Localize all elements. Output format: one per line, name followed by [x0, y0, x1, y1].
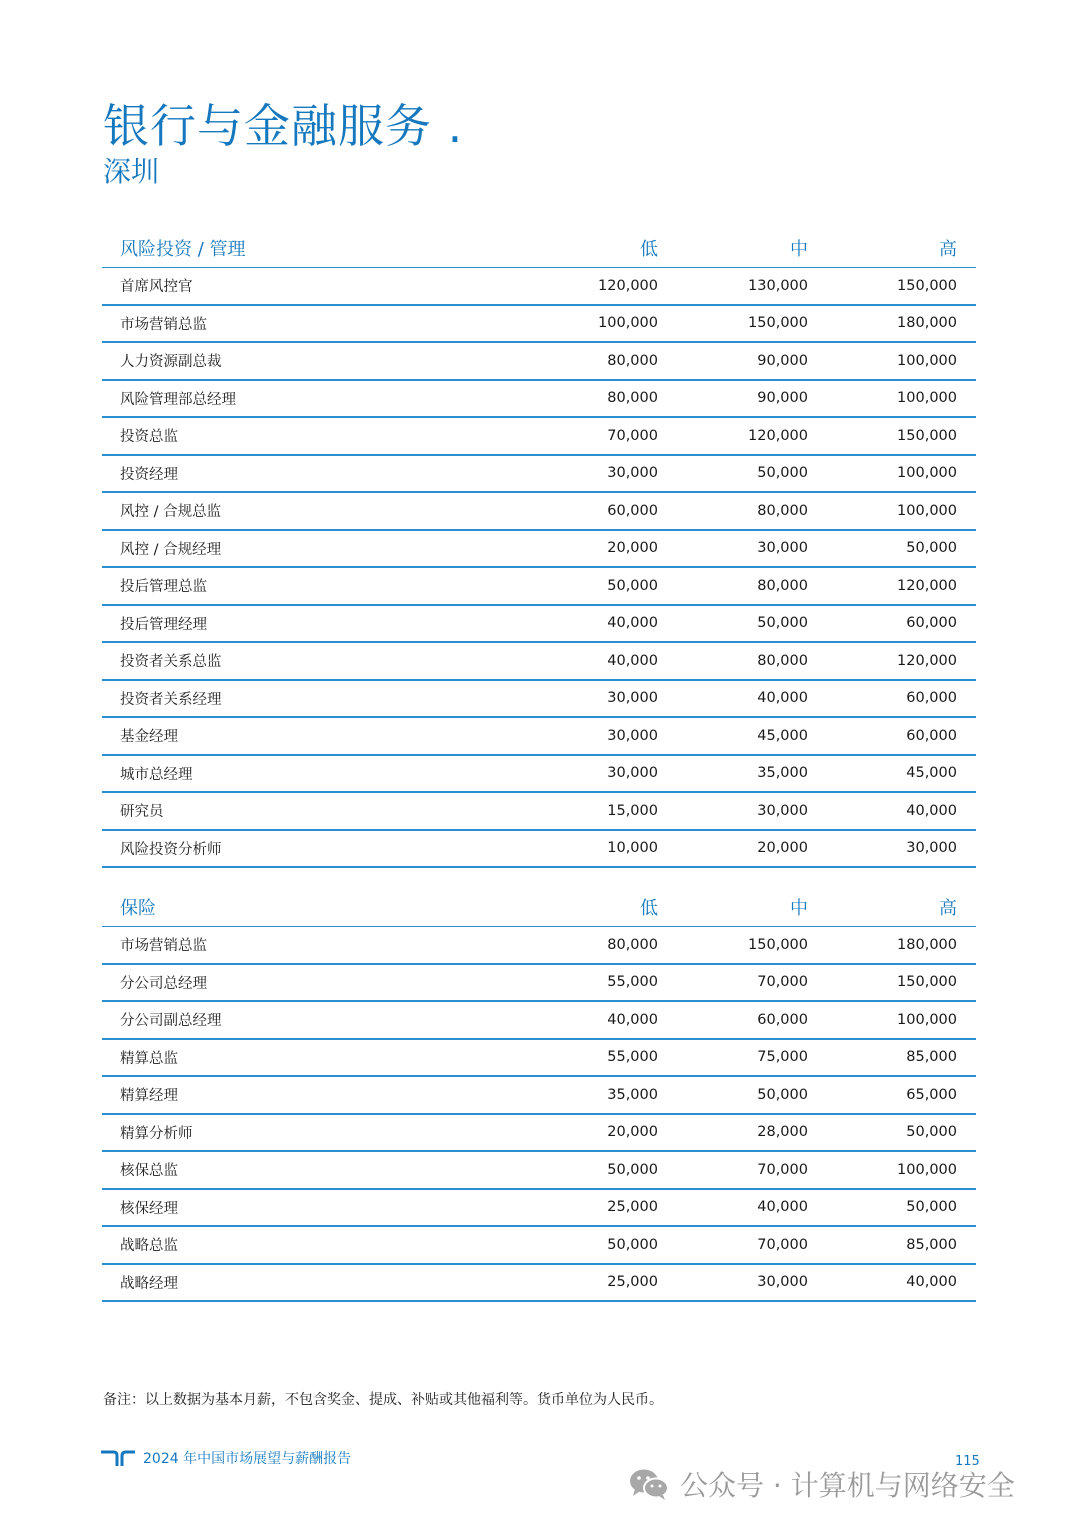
salary-high-cell: 150,000: [827, 417, 976, 455]
salary-low-cell: 15,000: [472, 792, 677, 830]
salary-mid-cell: 30,000: [677, 530, 827, 568]
insurance-salary-table: [102, 884, 976, 1302]
job-title-cell: 精算总监: [102, 1039, 472, 1077]
salary-mid-cell: 28,000: [677, 1114, 827, 1152]
salary-mid-cell: 80,000: [677, 642, 827, 680]
salary-low-cell: 30,000: [472, 455, 677, 493]
salary-mid-cell: 90,000: [677, 342, 827, 380]
job-title-cell: 风险投资分析师: [102, 830, 472, 868]
salary-high-cell: 60,000: [827, 717, 976, 755]
job-title-cell: 风控 / 合规总监: [102, 492, 472, 530]
venture-capital-salary-table: [102, 225, 976, 868]
salary-high-cell: 180,000: [827, 927, 976, 964]
salary-high-cell: 120,000: [827, 567, 976, 605]
table-row: [102, 717, 976, 755]
salary-mid-cell: 80,000: [677, 492, 827, 530]
salary-mid-cell: 130,000: [677, 268, 827, 305]
salary-high-cell: 45,000: [827, 755, 976, 793]
salary-high-cell: 180,000: [827, 305, 976, 343]
job-title-cell: 研究员: [102, 792, 472, 830]
salary-high-cell: 65,000: [827, 1076, 976, 1114]
table-row: [102, 305, 976, 343]
salary-low-cell: 55,000: [472, 964, 677, 1002]
salary-high-cell: 50,000: [827, 530, 976, 568]
table-row: [102, 1151, 976, 1189]
salary-high-cell: 50,000: [827, 1114, 976, 1152]
job-title-cell: 人力资源副总裁: [102, 342, 472, 380]
salary-low-cell: 20,000: [472, 1114, 677, 1152]
salary-high-cell: 85,000: [827, 1039, 976, 1077]
table-row: [102, 1076, 976, 1114]
salary-mid-cell: 50,000: [677, 605, 827, 643]
header-mid: 中: [677, 884, 827, 927]
job-title-cell: 投后管理总监: [102, 567, 472, 605]
salary-high-cell: 30,000: [827, 830, 976, 868]
salary-low-cell: 40,000: [472, 1001, 677, 1039]
salary-mid-cell: 75,000: [677, 1039, 827, 1077]
table-row: [102, 530, 976, 568]
job-title-cell: 核保总监: [102, 1151, 472, 1189]
report-title: 2024 年中国市场展望与薪酬报告: [143, 1451, 352, 1467]
table-row: [102, 605, 976, 643]
header-high: 高: [827, 225, 976, 268]
salary-low-cell: 40,000: [472, 605, 677, 643]
salary-high-cell: 100,000: [827, 455, 976, 493]
table-row: [102, 964, 976, 1002]
salary-low-cell: 50,000: [472, 1151, 677, 1189]
salary-mid-cell: 90,000: [677, 380, 827, 418]
header-low: 低: [472, 884, 677, 927]
salary-low-cell: 80,000: [472, 927, 677, 964]
salary-mid-cell: 70,000: [677, 1151, 827, 1189]
table-row: [102, 268, 976, 305]
salary-low-cell: 60,000: [472, 492, 677, 530]
salary-low-cell: 70,000: [472, 417, 677, 455]
watermark: [628, 1466, 1015, 1502]
job-title-cell: 风险管理部总经理: [102, 380, 472, 418]
job-title-cell: 分公司总经理: [102, 964, 472, 1002]
job-title-cell: 核保经理: [102, 1189, 472, 1227]
salary-high-cell: 150,000: [827, 964, 976, 1002]
salary-low-cell: 50,000: [472, 1226, 677, 1264]
table-row: [102, 792, 976, 830]
salary-mid-cell: 60,000: [677, 1001, 827, 1039]
salary-low-cell: 80,000: [472, 342, 677, 380]
salary-low-cell: 50,000: [472, 567, 677, 605]
salary-mid-cell: 40,000: [677, 1189, 827, 1227]
header-category: 保险: [102, 884, 472, 927]
page-number: 115: [955, 1454, 980, 1469]
table-row: [102, 1226, 976, 1264]
salary-low-cell: 80,000: [472, 380, 677, 418]
salary-high-cell: 100,000: [827, 380, 976, 418]
salary-mid-cell: 45,000: [677, 717, 827, 755]
salary-low-cell: 30,000: [472, 680, 677, 718]
salary-mid-cell: 150,000: [677, 305, 827, 343]
salary-low-cell: 30,000: [472, 755, 677, 793]
salary-high-cell: 60,000: [827, 605, 976, 643]
table-row: [102, 492, 976, 530]
table-row: [102, 455, 976, 493]
salary-mid-cell: 30,000: [677, 1264, 827, 1302]
job-title-cell: 投资者关系总监: [102, 642, 472, 680]
watermark-text: 公众号 · 计算机与网络安全: [680, 1469, 1015, 1502]
job-title-cell: 战略总监: [102, 1226, 472, 1264]
page-subtitle: 深圳: [103, 155, 160, 188]
salary-mid-cell: 150,000: [677, 927, 827, 964]
salary-low-cell: 10,000: [472, 830, 677, 868]
table-row: [102, 680, 976, 718]
salary-high-cell: 150,000: [827, 268, 976, 305]
salary-mid-cell: 80,000: [677, 567, 827, 605]
salary-low-cell: 20,000: [472, 530, 677, 568]
salary-mid-cell: 70,000: [677, 1226, 827, 1264]
salary-mid-cell: 70,000: [677, 964, 827, 1002]
salary-low-cell: 40,000: [472, 642, 677, 680]
job-title-cell: 城市总经理: [102, 755, 472, 793]
salary-high-cell: 100,000: [827, 492, 976, 530]
job-title-cell: 战略经理: [102, 1264, 472, 1302]
table-row: [102, 1114, 976, 1152]
job-title-cell: 风控 / 合规经理: [102, 530, 472, 568]
table-row: [102, 342, 976, 380]
salary-high-cell: 100,000: [827, 1001, 976, 1039]
wechat-icon: [628, 1467, 670, 1501]
job-title-cell: 投后管理经理: [102, 605, 472, 643]
job-title-cell: 投资者关系经理: [102, 680, 472, 718]
salary-high-cell: 100,000: [827, 1151, 976, 1189]
header-mid: 中: [677, 225, 827, 268]
table-row: [102, 1264, 976, 1302]
job-title-cell: 分公司副总经理: [102, 1001, 472, 1039]
table-row: [102, 567, 976, 605]
table-row: [102, 642, 976, 680]
footnote: 备注：以上数据为基本月薪，不包含奖金、提成、补贴或其他福利等。货币单位为人民币。: [103, 1392, 663, 1408]
salary-high-cell: 40,000: [827, 1264, 976, 1302]
table-row: [102, 380, 976, 418]
salary-low-cell: 25,000: [472, 1264, 677, 1302]
table-header-row: [102, 884, 976, 927]
job-title-cell: 首席风控官: [102, 268, 472, 305]
salary-high-cell: 100,000: [827, 342, 976, 380]
salary-low-cell: 35,000: [472, 1076, 677, 1114]
salary-mid-cell: 30,000: [677, 792, 827, 830]
job-title-cell: 精算分析师: [102, 1114, 472, 1152]
job-title-cell: 投资总监: [102, 417, 472, 455]
salary-mid-cell: 35,000: [677, 755, 827, 793]
salary-low-cell: 100,000: [472, 305, 677, 343]
table-row: [102, 1001, 976, 1039]
table-row: [102, 417, 976, 455]
salary-mid-cell: 20,000: [677, 830, 827, 868]
salary-low-cell: 25,000: [472, 1189, 677, 1227]
salary-high-cell: 40,000: [827, 792, 976, 830]
salary-high-cell: 50,000: [827, 1189, 976, 1227]
salary-mid-cell: 40,000: [677, 680, 827, 718]
salary-mid-cell: 50,000: [677, 1076, 827, 1114]
table-row: [102, 830, 976, 868]
table-row: [102, 927, 976, 964]
table-header-row: [102, 225, 976, 268]
salary-mid-cell: 50,000: [677, 455, 827, 493]
salary-mid-cell: 120,000: [677, 417, 827, 455]
job-title-cell: 精算经理: [102, 1076, 472, 1114]
page-title: 银行与金融服务 .: [103, 99, 464, 153]
salary-low-cell: 120,000: [472, 268, 677, 305]
header-high: 高: [827, 884, 976, 927]
table-row: [102, 1189, 976, 1227]
header-low: 低: [472, 225, 677, 268]
header-category: 风险投资 / 管理: [102, 225, 472, 268]
job-title-cell: 市场营销总监: [102, 927, 472, 964]
table-row: [102, 1039, 976, 1077]
salary-high-cell: 120,000: [827, 642, 976, 680]
salary-low-cell: 55,000: [472, 1039, 677, 1077]
table-row: [102, 755, 976, 793]
job-title-cell: 基金经理: [102, 717, 472, 755]
salary-high-cell: 60,000: [827, 680, 976, 718]
salary-low-cell: 30,000: [472, 717, 677, 755]
salary-high-cell: 85,000: [827, 1226, 976, 1264]
job-title-cell: 投资经理: [102, 455, 472, 493]
company-logo-icon: [100, 1449, 136, 1467]
job-title-cell: 市场营销总监: [102, 305, 472, 343]
